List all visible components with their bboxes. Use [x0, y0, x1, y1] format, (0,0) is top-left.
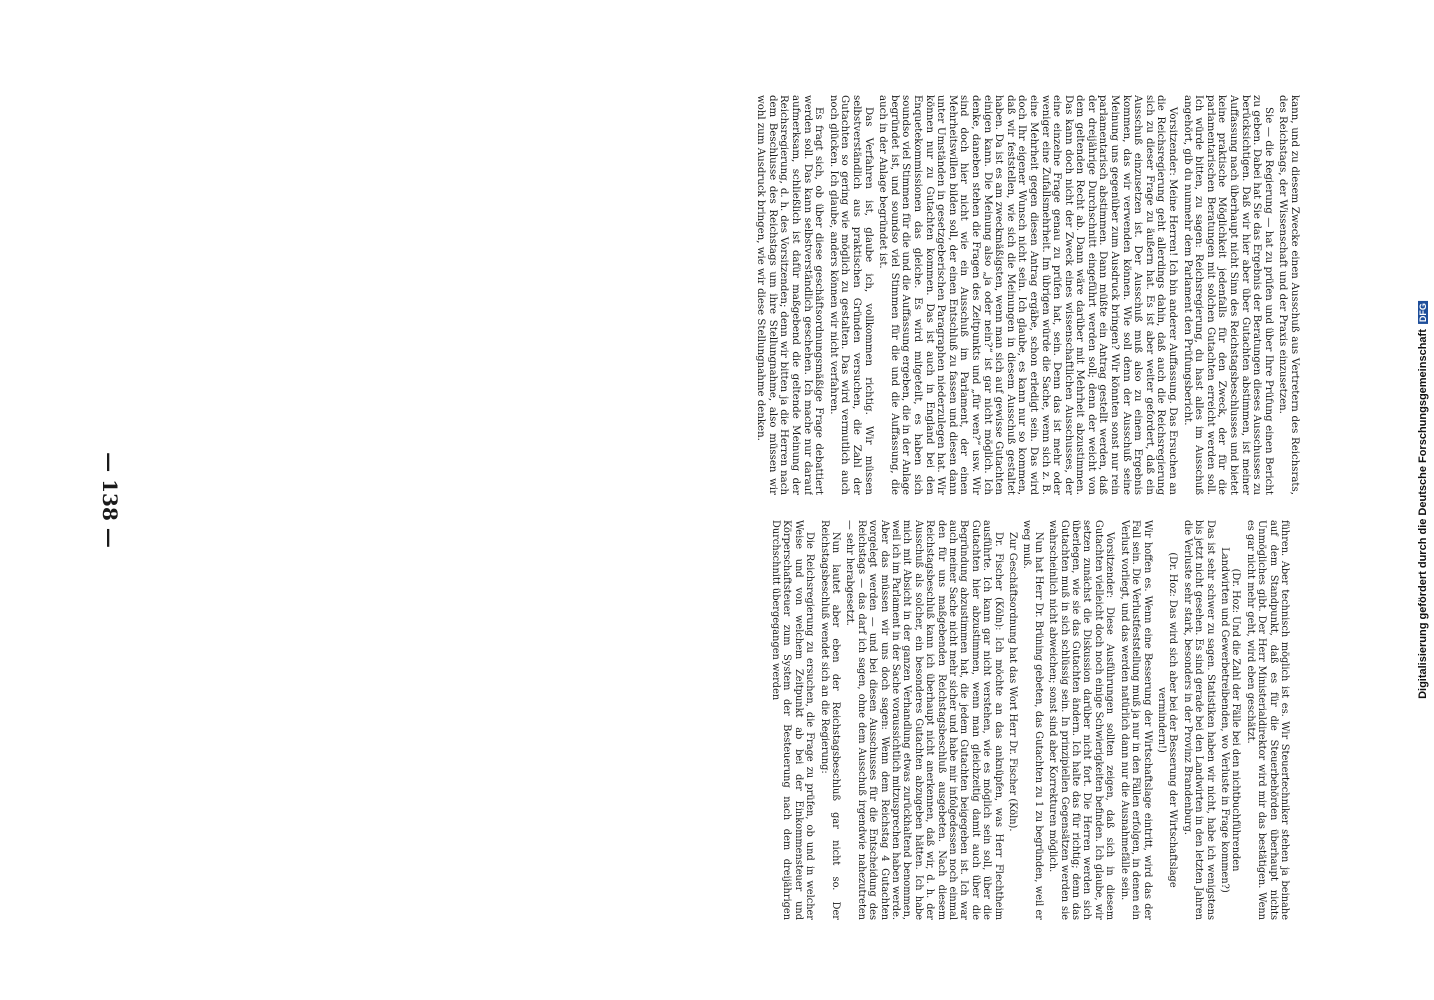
sidebar-credit-text: Digitalisierung gefördert durch die Deutsche Forschungsgemeinschaft [1417, 329, 1429, 699]
left-full-para-6: Nun hat Herr Dr. Brüning gebeten, das Gutachten zu 1 zu begründen, weil er weg muß. [1021, 520, 1044, 920]
sidebar-credit [1414, 20, 1432, 980]
right-para-3: Das Verfahren ist, glaube ich, vollkommen richtig. Wir müssen selbstverständlich aus praktischen Gründen versuchen, die Zahl der Gutachten so gering wie möglich zu gestalten. Das wird vermutlich auch noch glücken. Ich glaube, anders können wir nicht verfahren. [827, 95, 874, 495]
left-full-para-9: Nun lautet aber eben der Reichstagsbeschluß gar nicht so. Der Reichstagsbeschluß wendet sich an die Regierung: [818, 520, 841, 920]
right-para-4: Es fragt sich, ob über diese geschäftsordnungsmäßige Frage debattiert werden soll. Das kann selbstverständlich geschehen. Ich mache nur darauf aufmerksam, schließlich ist dafür maßgebend die geltende Meinung der Reichsregierung, d. h. des Vorsitzenden; denn wir bitten ja die Herren nach dem Beschlusse des Reichstags um ihre Stellungnahme, also müssen wir wohl zum Ausdruck bringen, wie wir diese Stellungnahme denken. [755, 95, 825, 495]
left-full-para-7: Zur Geschäftsordnung hat das Wort Herr Dr. Fischer (Köln). [1007, 532, 1019, 832]
page-number-text: — 138 — [98, 452, 122, 548]
left-full-para-4: Wir hoffen es. Wenn eine Besserung der Wirtschaftslage eintritt, wird das der Fall sein. Die Verlustfeststellung muß ja nur in den Fällen erfolgen, in denen ein Verlust vorliegt, und das werden natürlich dann nur die Ausnahmefälle sein. [1118, 520, 1153, 920]
left-full-para-5: Vorsitzender: Diese Ausführungen sollten zeigen, daß sich in diesem Gutachten vielleicht doch noch einige Schwierigkeiten befinden. Ich glaube, wir setzen zunächst die Diskussion darüber nicht fort. Die Herren werden sich überlegen, wie sie das Gutachten ändern. Ich halte das für richtig; denn das Gutachten muß in sich schlüssig sein. In prinzipiellen Gegensätzen werden sie wahrscheinlich nicht abweichen; sonst sind aber Korrekturen möglich. [1047, 520, 1116, 920]
left-full-para-2: Das ist sehr schwer zu sagen. Statistiken haben wir nicht, habe ich wenigstens bis jetzt nicht gesehen. Es sind gerade bei den Landwirten in den letzten Jahren die Verluste sehr stark, besonders in der Provinz Brandenburg. [1181, 520, 1216, 920]
left-full-para-10: Die Reichsregierung zu ersuchen, die Frage zu prüfen, ob und in welcher Weise und von welchem Zeitpunkt ab bei der Einkommensteuer und Körperschaftsteuer zum System der Besteuerung nach dem dreijährigen Durchschnitt übergegangen werden [769, 520, 816, 920]
left-full-para-0: führen. Aber technisch möglich ist es. Wir Steuertechniker stehen ja beinahe auf dem Standpunkt, daß es für die Steuerbehörden überhaupt nichts Unmögliches gibt. Der Herr Ministerialdirektor wird mir das bestätigen. Wenn es gar nicht mehr geht, wird eben geschätzt. [1244, 520, 1290, 920]
left-full-para-8: Dr. Fischer (Köln): Ich möchte an das anknüpfen, was Herr Flechtheim ausführte. Ich kann gar nicht verstehen, wie es möglich sein soll, über die Gutachten hier abzustimmen, wenn man gleichzeitig damit auch über die Begründung abzustimmen hat, die jedem Gutachten beigegeben ist. Ich war auch meiner Sache nicht mehr sicher und habe mir infolgedessen noch einmal den für uns maßgebenden Reichstagsbeschluß ausgebeten. Nach diesem Reichstagsbeschluß kann ich überhaupt nicht anerkennen, daß wir, d. h. der Ausschuß als solcher, ein besonderes Gutachten abzugeben hätten. Ich habe mich mit Absicht in der ganzen Verhandlung etwas zurückhaltend benommen, weil ich im Parlament in der Sache voraussichtlich mitzusprechen haben werde. Aber das müssen wir uns doch sagen: Wenn dem Reichstag 4 Gutachten vorgelegt werden — und bei diesen Ausschusses für die Entscheidung des Reichstags — das darf ich sagen, ohne dem Ausschuß irgendwie nahezutreten — sehr herabgesetzt. [844, 520, 1004, 920]
right-para-2: Vorsitzender: Meine Herren! Ich bin anderer Auffassung. Das Ersuchen an die Reichsregierung geht allerdings dahin, daß auch die Reichsregierung sich zu dieser Frage zu äußern hat. Es ist aber weiter gefordert, daß ein Ausschuß einzusetzen ist. Der Ausschuß muß also zu einem Ergebnis kommen, das wir verwenden können. Wie soll denn der Ausschuß seine Meinung uns gegenüber zum Ausdruck bringen? Wir könnten sonst nur rein parlamentarisch abstimmen. Dann müßte ein Antrag gestellt werden, daß der dreijährige Durchschnitt eingeführt werden soll; denn der weicht von dem geltenden Recht ab. Dann wäre darüber mit Mehrheit abzustimmen. Das kann doch nicht der Zweck eines wissenschaftlichen Ausschusses, der eine einzelne Frage genau zu prüfen hat, sein. Denn das ist mehr oder weniger eine Zufallsmehrheit. Im übrigen würde die Sache, wenn sich z. B. eine Mehrheit gegen diesen Antrag ergäbe, schon erledigt sein. Das wird doch Ihr eigener Wunsch nicht sein. Ich glaube, es kann nur so kommen, daß wir feststellen, wie sich die Meinungen in diesem Ausschuß gestaltet haben. Da ist es am zweckmäßigsten, wenn man sich auf gewisse Gutachten einigen kann. Die Meinung also „ja oder nein?“ ist gar nicht möglich. Ich denke, daneben stehen die Fragen des Zeitpunkts und „für wen?“ usw. Wir sind doch hier nicht wie ein Ausschuß im Parlament, der einen Mehrheitswillen bilden soll, der einen Entschluß zu fassen und diesen dann unter Umständen in gesetzgeberischen Paragraphen niederzulegen hat. Wir können nur zu Gutachten kommen. Das ist auch in England bei den Enquetekommissionen das gleiche. Es wird mitgeteilt, es haben sich soundso viel Stimmen für die und die Auffassung ergeben, die in der Anlage begründet ist, und soundso viel Stimmen für die und die Auffassung, die auch in der Anlage begründet ist. [877, 95, 1179, 495]
left-full-para-3: (Dr. Hoz: Das wird sich aber bei der Besserung der Wirtschaftslage vermindern!) [1155, 552, 1179, 888]
left-full-para-1: (Dr. Hoz: Und die Zahl der Fälle bei den nichtbuchführenden Landwirten und Gewerbetreibenden, wo Verluste in Frage kommen?) [1218, 547, 1242, 893]
left-page-full-column [130, 520, 1290, 920]
dfg-logo: DFG [1418, 303, 1428, 323]
right-page-column [140, 95, 1300, 495]
page-number-rotated [80, 452, 140, 548]
right-para-0: kann, und zu diesem Zwecke einen Ausschuß aus Vertretern des Reichsrats, des Reichstags, der Wissenschaft und der Praxis einzusetzen. [1277, 95, 1300, 495]
right-para-1: Sie — die Regierung — hat zu prüfen und über Ihre Prüfung einen Bericht zu geben. Dabei hat Sie das Ergebnis der Beratungen dieses Ausschusses zu berücksichtigen. Daß wir hier aber über Gutachten abstimmen, ist meiner Auffassung nach überhaupt nicht Sinn des Reichstagsbeschlusses und bietet keine praktische Möglichkeit jedenfalls für den Zweck, der für die parlamentarischen Beratungen mit solchen Gutachten erreicht werden soll. Ich würde bitten, zu sagen: Reichsregierung, du hast alles im Ausschuß angehört, gib du nunmehr dem Parlament den Prüfungsbericht. [1181, 95, 1274, 495]
